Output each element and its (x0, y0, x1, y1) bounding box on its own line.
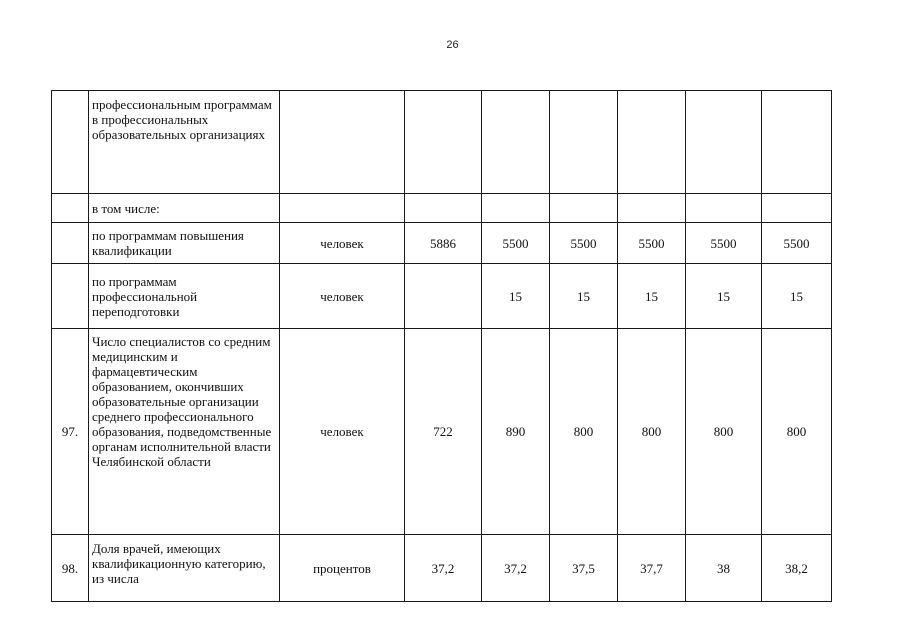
value-cell: 800 (686, 329, 762, 535)
value-cell (405, 194, 482, 223)
unit-cell (280, 91, 405, 194)
value-cell: 37,2 (482, 535, 550, 602)
indicator-name: профессиональным программам в профессиональных образовательных организациях (89, 91, 280, 194)
value-cell: 800 (762, 329, 832, 535)
row-number: 97. (52, 329, 89, 535)
indicator-name: по программам профессиональной переподготовки (89, 264, 280, 329)
table-row (52, 264, 832, 329)
value-cell: 38 (686, 535, 762, 602)
value-cell: 38,2 (762, 535, 832, 602)
value-cell: 5500 (482, 223, 550, 264)
value-cell: 15 (482, 264, 550, 329)
row-number (52, 194, 89, 223)
value-cell (550, 194, 618, 223)
value-cell (762, 91, 832, 194)
table-row (52, 91, 832, 194)
indicator-name: Доля врачей, имеющих квалификационную категорию, из числа (89, 535, 280, 602)
value-cell: 5886 (405, 223, 482, 264)
value-cell (405, 264, 482, 329)
indicators-table (51, 90, 832, 602)
unit-cell: процентов (280, 535, 405, 602)
value-cell (618, 194, 686, 223)
indicator-name: Число специалистов со средним медицинским и фармацевтическим образованием, окончивших образовательные организации среднего профессионального образования, подведомственные органам исполнительной власти Челябинской области (89, 329, 280, 535)
value-cell: 37,5 (550, 535, 618, 602)
page-number: 26 (446, 39, 459, 51)
value-cell: 890 (482, 329, 550, 535)
table-row (52, 223, 832, 264)
table-row (52, 329, 832, 535)
value-cell (762, 194, 832, 223)
value-cell (686, 91, 762, 194)
row-number (52, 223, 89, 264)
value-cell (482, 194, 550, 223)
value-cell (686, 194, 762, 223)
value-cell: 37,2 (405, 535, 482, 602)
value-cell: 15 (762, 264, 832, 329)
value-cell: 800 (550, 329, 618, 535)
value-cell: 5500 (618, 223, 686, 264)
unit-cell: человек (280, 264, 405, 329)
indicator-name: в том числе: (89, 194, 280, 223)
value-cell: 15 (550, 264, 618, 329)
value-cell: 15 (686, 264, 762, 329)
value-cell (618, 91, 686, 194)
unit-cell: человек (280, 329, 405, 535)
value-cell: 5500 (762, 223, 832, 264)
value-cell: 37,7 (618, 535, 686, 602)
value-cell (482, 91, 550, 194)
value-cell (405, 91, 482, 194)
row-number: 98. (52, 535, 89, 602)
value-cell: 5500 (550, 223, 618, 264)
value-cell: 800 (618, 329, 686, 535)
row-number (52, 264, 89, 329)
value-cell: 722 (405, 329, 482, 535)
table-row (52, 194, 832, 223)
value-cell: 15 (618, 264, 686, 329)
unit-cell (280, 194, 405, 223)
row-number (52, 91, 89, 194)
unit-cell: человек (280, 223, 405, 264)
value-cell: 5500 (686, 223, 762, 264)
table-row (52, 535, 832, 602)
indicator-name: по программам повышения квалификации (89, 223, 280, 264)
value-cell (550, 91, 618, 194)
